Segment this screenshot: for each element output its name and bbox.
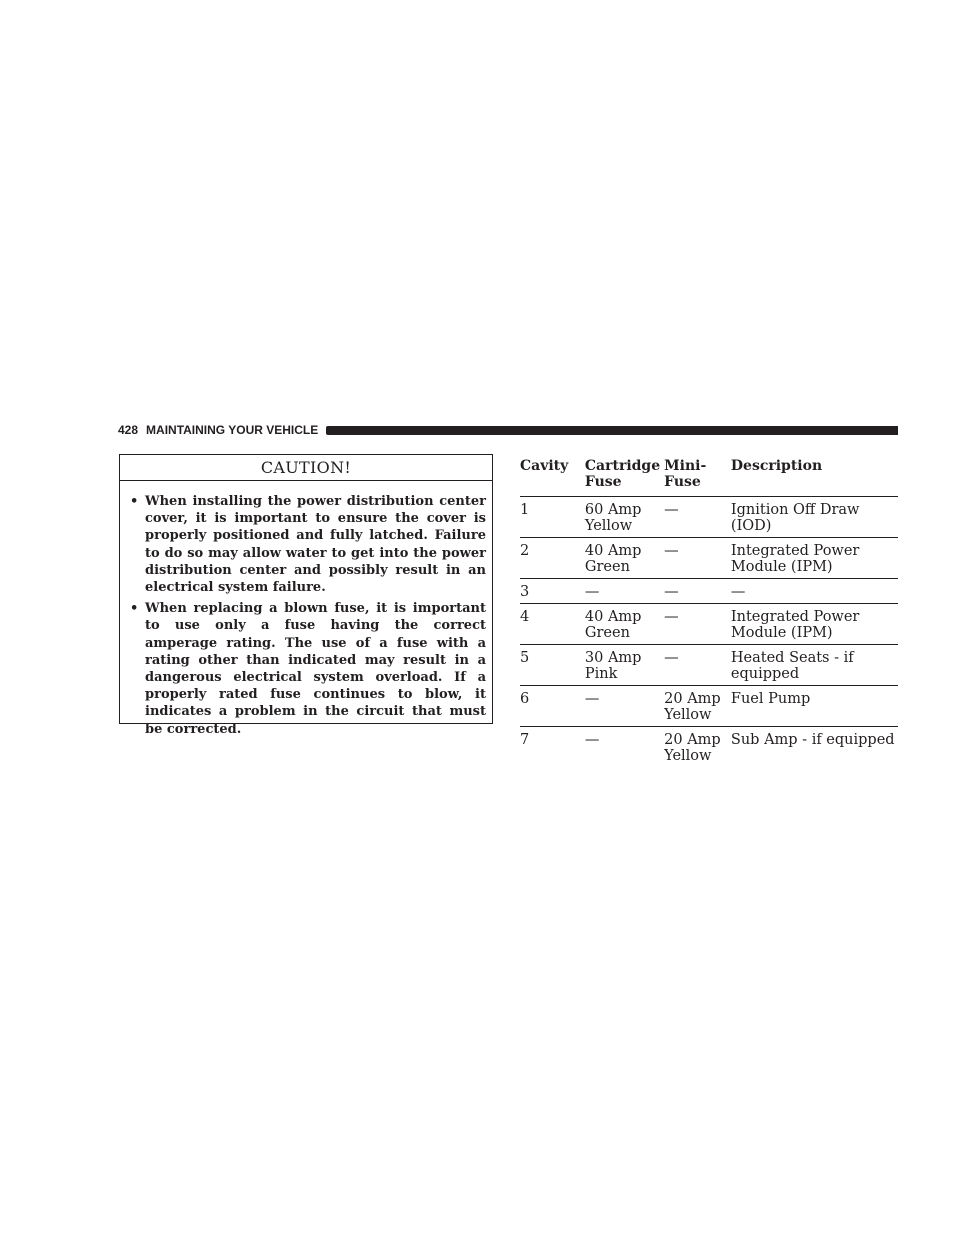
bullet-icon: • [130,494,139,509]
fuse-table [520,456,898,767]
cell-cartridge: — [585,727,664,768]
cell-description: Fuel Pump [731,686,898,727]
table-row [520,497,898,538]
cell-cartridge: — [585,686,664,727]
cell-mini: — [664,645,731,686]
cell-mini: — [664,604,731,645]
table-row [520,645,898,686]
cell-description: Integrated Power Module (IPM) [731,538,898,579]
header-rule [326,426,898,435]
cell-cavity: 1 [520,497,585,538]
caution-list [120,481,492,738]
cell-cavity: 2 [520,538,585,579]
cell-cavity: 6 [520,686,585,727]
table-row [520,604,898,645]
cell-mini: — [664,497,731,538]
header-cartridge-fuse: Cartridge Fuse [584,458,661,490]
section-title: MAINTAINING YOUR VEHICLE [146,423,319,437]
bullet-icon: • [130,601,139,617]
caution-item [128,493,486,596]
cell-mini: 20 Amp Yellow [664,727,731,768]
cell-mini: — [664,579,731,604]
caution-title: CAUTION! [120,455,492,481]
table-header-row [520,456,898,497]
cell-cavity: 5 [520,645,585,686]
page-header [118,422,898,438]
cell-mini: 20 Amp Yellow [664,686,731,727]
table-row [520,538,898,579]
cell-description: Heated Seats - if equipped [731,645,898,686]
cell-cartridge: 40 Amp Green [585,604,664,645]
cell-cartridge: 40 Amp Green [585,538,664,579]
cell-description: — [731,579,898,604]
cell-mini: — [664,538,731,579]
table-row [520,727,898,768]
table-row [520,686,898,727]
cell-cavity: 3 [520,579,585,604]
caution-box [119,454,493,737]
cell-description: Ignition Off Draw (IOD) [731,497,898,538]
cell-cavity: 7 [520,727,585,768]
caution-item-text: When replacing a blown fuse, it is important to use only a fuse having the correct amperage rating. The use of a fuse with a rating other than indicated may result in a dangerous electrical system overload. If a properly rated fuse continues to blow, it indicates a problem in the circuit that must be corrected. [145,601,486,737]
caution-item-text: When installing the power distribution center cover, it is important to ensure the cover is properly positioned and fully latched. Failure to do so may allow water to get into the power distribution center and possibly result in an electrical system failure. [145,494,486,596]
cell-cartridge: 30 Amp Pink [585,645,664,686]
cell-description: Integrated Power Module (IPM) [731,604,898,645]
cell-cartridge: 60 Amp Yellow [585,497,664,538]
cell-cavity: 4 [520,604,585,645]
page-number: 428 [118,423,139,437]
header-description: Description [730,458,823,474]
cell-cartridge: — [585,579,664,604]
caution-item [128,600,486,738]
header-mini-fuse: Mini-Fuse [664,458,707,490]
cell-description: Sub Amp - if equipped [731,727,898,768]
table-row [520,579,898,604]
header-cavity: Cavity [520,458,569,474]
